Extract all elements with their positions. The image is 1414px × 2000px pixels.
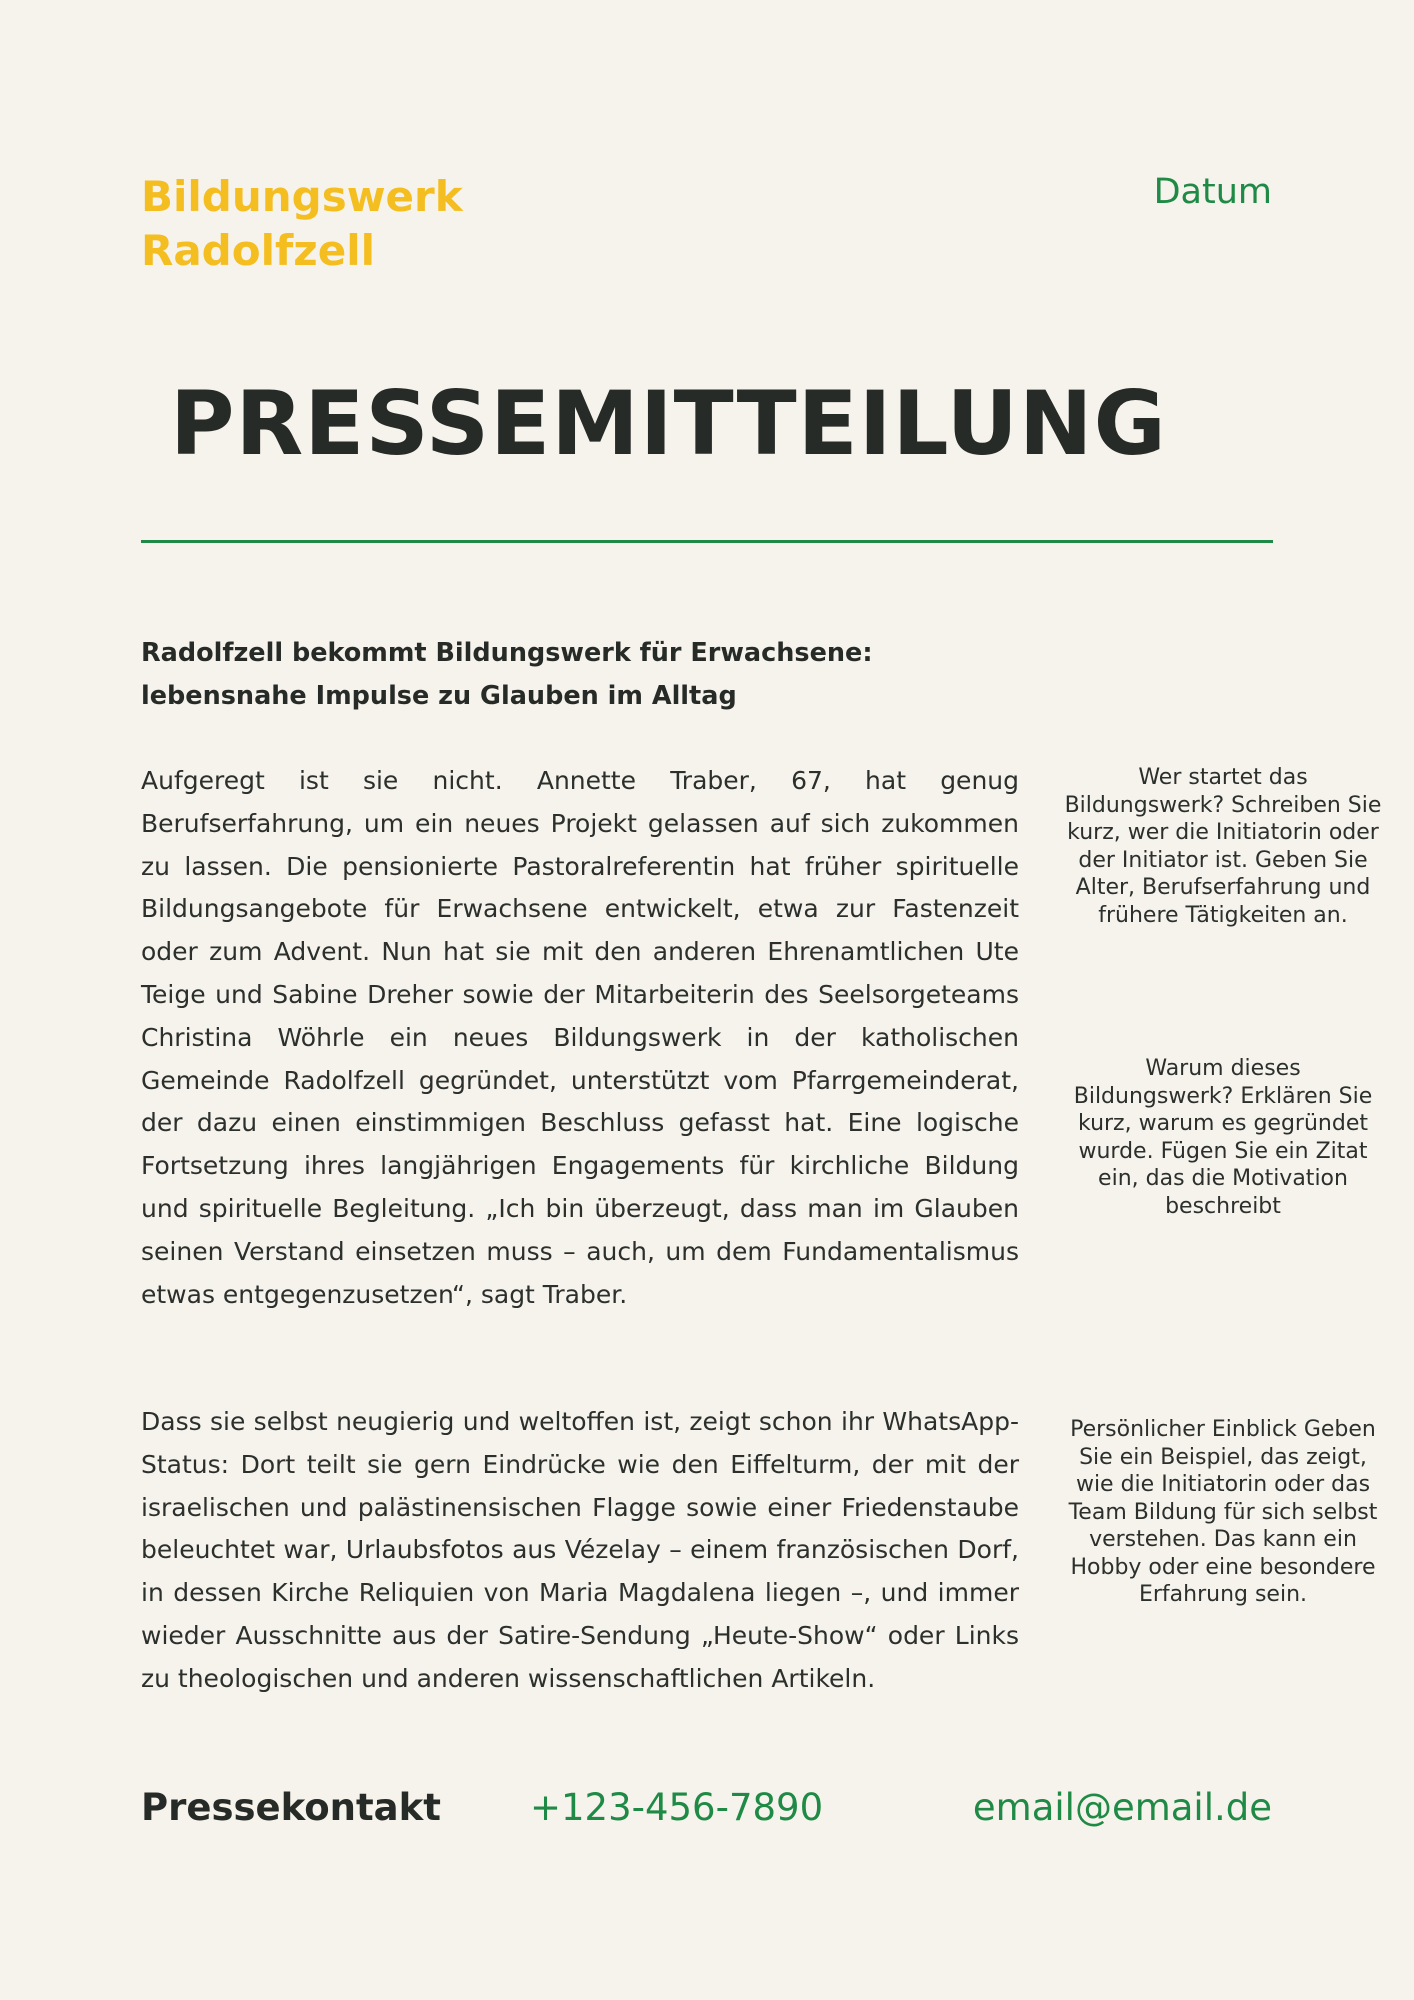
organization-name-line1: Bildungswerk — [141, 172, 463, 221]
organization-name — [141, 170, 561, 278]
press-contact-label: Pressekontakt — [141, 1786, 441, 1829]
headline-line1: Radolfzell bekommt Bildungswerk für Erwachsene: — [141, 638, 873, 668]
body-paragraph-2: Dass sie selbst neugierig und weltoffen ist, zeigt schon ihr WhatsApp-Status: Dort teilt sie gern Eindrücke wie den Eiffelturm, der mit der israelischen und palästinensischen Flagge sowie einer Friedenstaube beleuchtet war, Urlaubsfotos aus Vézelay – einem französischen Dorf, in dessen Kirche Reliquien von Maria Magdalena liegen –, und immer wieder Ausschnitte aus der Satire-Sendung „Heute-Show“ oder Links zu theologischen und anderen wissenschaftlichen Artikeln. — [141, 1407, 1019, 1693]
headline — [141, 632, 1041, 718]
contact-phone: +123-456-7890 — [530, 1786, 824, 1829]
body-paragraph-1: Aufgeregt ist sie nicht. Annette Traber, 67, hat genug Berufserfahrung, um ein neues Projekt gelassen auf sich zukommen zu lassen. Die pensionierte Pastoralreferentin hat früher spirituelle Bildungsangebote für Erwachsene entwickelt, etwa zur Fastenzeit oder zum Advent. Nun hat sie mit den anderen Ehrenamtlichen Ute Teige und Sabine Dreher sowie der Mitarbeiterin des Seelsorgeteams Christina Wöhrle ein neues Bildungswerk in der katholischen Gemeinde Radolfzell gegründet, unterstützt vom Pfarrgemeinderat, der dazu einen einstimmigen Beschluss gefasst hat. Eine logische Fortsetzung ihres langjährigen Engagements für kirchliche Bildung und spirituelle Begleitung. „Ich bin überzeugt, dass man im Glauben seinen Verstand einsetzen muss – auch, um dem Fundamentalismus etwas entgegenzusetzen“, sagt Traber. — [141, 766, 1019, 1309]
title-divider — [141, 540, 1273, 543]
sidebar-note-2: Warum dieses Bildungswerk? Erklären Sie kurz, warum es gegründet wurde. Fügen Sie ein Zitat ein, das die Motivation beschreibt — [1073, 1056, 1373, 1219]
page-title: PRESSEMITTEILUNG — [170, 372, 1167, 475]
sidebar-note-3: Persönlicher Einblick Geben Sie ein Beispiel, das zeigt, wie die Initiatorin oder das Team Bildung für sich selbst verstehen. Das kann ein Hobby oder eine besondere Erfahrung sein. — [1068, 1417, 1378, 1607]
headline-line2: lebensnahe Impulse zu Glauben im Alltag — [141, 681, 737, 711]
date-field: Datum — [1153, 172, 1272, 212]
contact-email: email@email.de — [972, 1786, 1272, 1829]
sidebar-note-1: Wer startet das Bildungswerk? Schreiben Sie kurz, wer die Initiatorin oder der Initiator ist. Geben Sie Alter, Berufserfahrung und frühere Tätigkeiten an. — [1064, 765, 1382, 928]
organization-name-line2: Radolfzell — [141, 226, 375, 275]
